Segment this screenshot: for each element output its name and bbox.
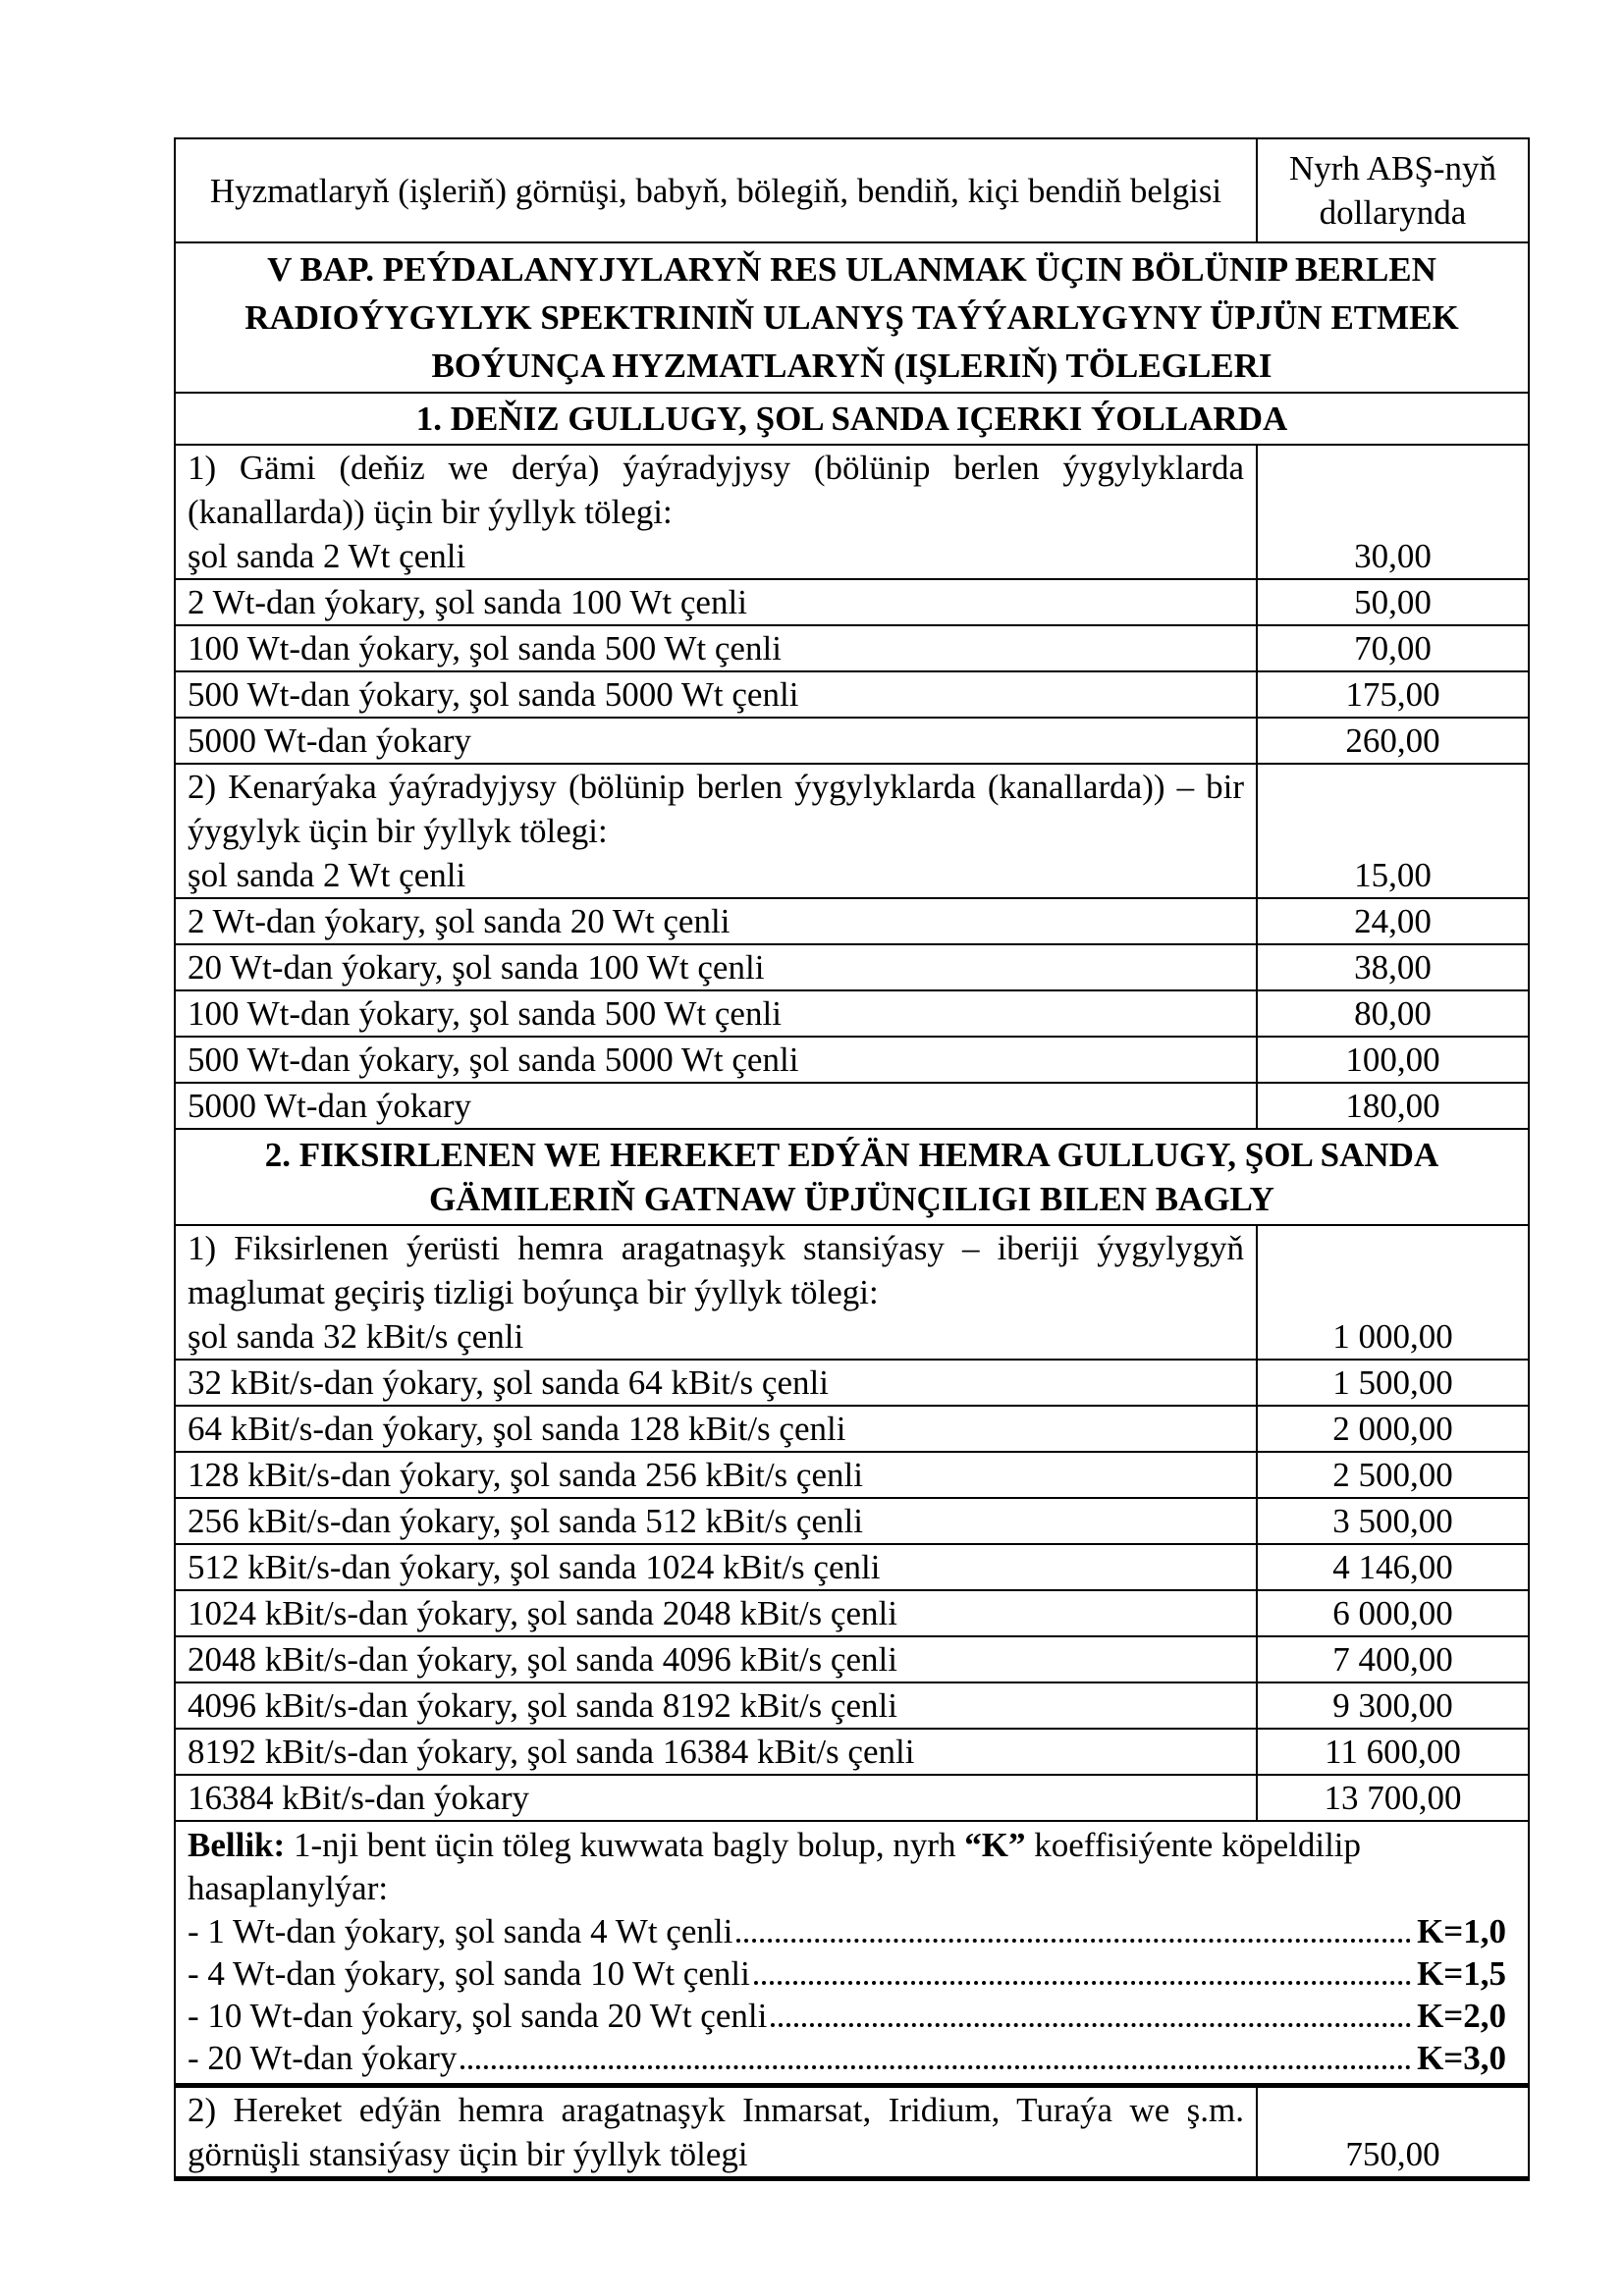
price-cell: 3 500,00 (1257, 1498, 1529, 1544)
price-cell: 9 300,00 (1257, 1682, 1529, 1729)
price-cell: 70,00 (1257, 625, 1529, 671)
service-description-cell (175, 764, 1257, 898)
note-k-symbol: “K” (964, 1826, 1026, 1864)
service-description-label: 2 Wt-dan ýokary, şol sanda 100 Wt çenli (188, 583, 747, 621)
table-row (175, 718, 1529, 764)
table-row (175, 1037, 1529, 1083)
service-description-cell (175, 1225, 1257, 1360)
price-cell: 1 000,00 (1257, 1225, 1529, 1360)
service-description-label: 500 Wt-dan ýokary, şol sanda 5000 Wt çenli (188, 1041, 799, 1079)
service-description-label: 4096 kBit/s-dan ýokary, şol sanda 8192 kBit/s çenli (188, 1686, 897, 1725)
service-description-cell (175, 671, 1257, 718)
service-description-label: 100 Wt-dan ýokary, şol sanda 500 Wt çenli (188, 994, 782, 1033)
table-row (175, 2086, 1529, 2179)
service-description-cell (175, 944, 1257, 990)
service-description-label: şol sanda 32 kBit/s çenli (188, 1317, 524, 1356)
service-description-label: 5000 Wt-dan ýokary (188, 721, 472, 760)
note-lead: Bellik: 1-nji bent üçin töleg kuwwata bagly bolup, nyrh “K” koeffisiýente köpeldilip hasaplanylýar: (188, 1826, 1362, 1907)
note-coefficient-line (188, 2037, 1506, 2079)
note-coefficient-line (188, 1910, 1506, 1952)
price-cell: 7 400,00 (1257, 1636, 1529, 1682)
note-coefficient-label: - 10 Wt-dan ýokary, şol sanda 20 Wt çenli (188, 1997, 768, 2035)
table-row (175, 1544, 1529, 1590)
dot-leader (771, 2023, 1411, 2027)
service-description-intro: 1) Gämi (deňiz we derýa) ýaýradyjysy (bölünip berlen ýygylyklarda (kanallarda)) üçin bir ýyllyk tölegi: (188, 449, 1244, 531)
price-cell: 1 500,00 (1257, 1360, 1529, 1406)
price-cell: 11 600,00 (1257, 1729, 1529, 1775)
service-description-cell (175, 1590, 1257, 1636)
note-cell (175, 1821, 1529, 2086)
note-coefficient-label: - 20 Wt-dan ýokary (188, 2039, 458, 2077)
table-header-row (175, 138, 1529, 242)
chapter-heading: V BAP. PEÝDALANYJYLARYŇ RES ULANMAK ÜÇIN BÖLÜNIP BERLEN RADIOÝYGYLYK SPEKTRINIŇ ULANYŞ TAÝÝARLYGYNY ÜPJÜN ETMEK BOÝUNÇA HYZMATLARYŇ (IŞLERIŇ) TÖLEGLERI (175, 242, 1529, 393)
table-row (175, 671, 1529, 718)
table-row (175, 393, 1529, 445)
price-cell: 4 146,00 (1257, 1544, 1529, 1590)
service-description-label: şol sanda 2 Wt çenli (188, 856, 466, 894)
service-description-intro: 1) Fiksirlenen ýerüsti hemra aragatnaşyk stansiýasy – iberiji ýygylygyň maglumat geçiriş tizligi boýunça bir ýyllyk tölegi: (188, 1229, 1244, 1311)
price-cell: 13 700,00 (1257, 1775, 1529, 1821)
price-cell: 38,00 (1257, 944, 1529, 990)
service-description-cell (175, 445, 1257, 579)
note-label: Bellik: (188, 1826, 286, 1864)
table-row (175, 1360, 1529, 1406)
price-cell: 15,00 (1257, 764, 1529, 898)
price-cell: 2 500,00 (1257, 1452, 1529, 1498)
dot-leader (754, 1981, 1411, 1985)
service-description-cell (175, 718, 1257, 764)
table-row (175, 1452, 1529, 1498)
table-row (175, 1775, 1529, 1821)
table-row (175, 1590, 1529, 1636)
table-row (175, 1225, 1529, 1360)
column-header-service-type: Hyzmatlaryň (işleriň) görnüşi, babyň, bölegiň, bendiň, kiçi bendiň belgisi (175, 138, 1257, 242)
service-description-cell (175, 898, 1257, 944)
note-coefficient-value: K=2,0 (1417, 1997, 1506, 2035)
table-row (175, 898, 1529, 944)
service-description-cell (175, 1775, 1257, 1821)
note-coefficient-line (188, 1995, 1506, 2037)
service-description-cell (175, 625, 1257, 671)
price-cell: 180,00 (1257, 1083, 1529, 1129)
service-description-label: 512 kBit/s-dan ýokary, şol sanda 1024 kBit/s çenli (188, 1548, 881, 1586)
service-description-cell (175, 2086, 1257, 2179)
table-row (175, 625, 1529, 671)
table-row (175, 1498, 1529, 1544)
service-description-label: 5000 Wt-dan ýokary (188, 1087, 472, 1125)
service-description-label: 32 kBit/s-dan ýokary, şol sanda 64 kBit/s çenli (188, 1363, 829, 1402)
price-cell: 80,00 (1257, 990, 1529, 1037)
table-row (175, 1682, 1529, 1729)
service-description-cell (175, 1498, 1257, 1544)
service-description-label: 100 Wt-dan ýokary, şol sanda 500 Wt çenli (188, 629, 782, 667)
service-description-label: 8192 kBit/s-dan ýokary, şol sanda 16384 kBit/s çenli (188, 1733, 915, 1771)
table-row (175, 1636, 1529, 1682)
service-description-cell (175, 1406, 1257, 1452)
price-cell: 260,00 (1257, 718, 1529, 764)
table-row (175, 242, 1529, 393)
table-row (175, 1821, 1529, 2086)
service-description-label: 64 kBit/s-dan ýokary, şol sanda 128 kBit/s çenli (188, 1410, 846, 1448)
service-description-cell (175, 1636, 1257, 1682)
note-coefficient-line (188, 1952, 1506, 1995)
service-description-label: 2048 kBit/s-dan ýokary, şol sanda 4096 kBit/s çenli (188, 1640, 897, 1679)
note-coefficient-label: - 1 Wt-dan ýokary, şol sanda 4 Wt çenli (188, 1912, 733, 1950)
service-description-cell (175, 990, 1257, 1037)
service-description-label: şol sanda 2 Wt çenli (188, 537, 466, 575)
section-heading: 2. FIKSIRLENEN WE HEREKET EDÝÄN HEMRA GULLUGY, ŞOL SANDA GÄMILERIŇ GATNAW ÜPJÜNÇILIGI BILEN BAGLY (175, 1129, 1529, 1225)
price-cell: 100,00 (1257, 1037, 1529, 1083)
note-coefficient-label: - 4 Wt-dan ýokary, şol sanda 10 Wt çenli (188, 1954, 750, 1993)
service-description-cell (175, 1682, 1257, 1729)
service-description-label: 20 Wt-dan ýokary, şol sanda 100 Wt çenli (188, 948, 765, 987)
table-row (175, 1129, 1529, 1225)
service-description-intro: 2) Hereket edýän hemra aragatnaşyk Inmarsat, Iridium, Turaýa we ş.m. görnüşli stansiýasy üçin bir ýyllyk tölegi (188, 2091, 1244, 2173)
service-description-cell (175, 1544, 1257, 1590)
service-description-label: 16384 kBit/s-dan ýokary (188, 1779, 530, 1817)
table-row (175, 445, 1529, 579)
note-coefficient-value: K=3,0 (1417, 2039, 1506, 2077)
table-row (175, 944, 1529, 990)
service-description-cell (175, 1729, 1257, 1775)
table-row (175, 579, 1529, 625)
tariff-table (174, 137, 1530, 2181)
price-cell: 175,00 (1257, 671, 1529, 718)
service-description-cell (175, 1360, 1257, 1406)
table-body (175, 242, 1529, 2179)
service-description-label: 256 kBit/s-dan ýokary, şol sanda 512 kBit/s çenli (188, 1502, 863, 1540)
service-description-label: 128 kBit/s-dan ýokary, şol sanda 256 kBit/s çenli (188, 1456, 863, 1494)
note-coefficient-value: K=1,5 (1417, 1954, 1506, 1993)
table-row (175, 990, 1529, 1037)
price-cell: 30,00 (1257, 445, 1529, 579)
price-cell: 50,00 (1257, 579, 1529, 625)
price-cell: 2 000,00 (1257, 1406, 1529, 1452)
dot-leader (460, 2065, 1411, 2069)
table-row (175, 764, 1529, 898)
service-description-cell (175, 1083, 1257, 1129)
table-row (175, 1406, 1529, 1452)
service-description-cell (175, 579, 1257, 625)
price-cell: 750,00 (1257, 2086, 1529, 2179)
dot-leader (736, 1939, 1411, 1943)
service-description-cell (175, 1037, 1257, 1083)
service-description-cell (175, 1452, 1257, 1498)
service-description-intro: 2) Kenarýaka ýaýradyjysy (bölünip berlen ýygylyklarda (kanallarda)) – bir ýygylyk üçin bir ýyllyk tölegi: (188, 768, 1244, 850)
table-row (175, 1083, 1529, 1129)
section-heading: 1. DEŇIZ GULLUGY, ŞOL SANDA IÇERKI ÝOLLARDA (175, 393, 1529, 445)
service-description-label: 500 Wt-dan ýokary, şol sanda 5000 Wt çenli (188, 675, 799, 714)
service-description-label: 2 Wt-dan ýokary, şol sanda 20 Wt çenli (188, 902, 731, 940)
note-coefficient-value: K=1,0 (1417, 1912, 1506, 1950)
table-row (175, 1729, 1529, 1775)
price-cell: 24,00 (1257, 898, 1529, 944)
column-header-price-usd: Nyrh ABŞ-nyň dollarynda (1257, 138, 1529, 242)
price-cell: 6 000,00 (1257, 1590, 1529, 1636)
service-description-label: 1024 kBit/s-dan ýokary, şol sanda 2048 kBit/s çenli (188, 1594, 897, 1632)
